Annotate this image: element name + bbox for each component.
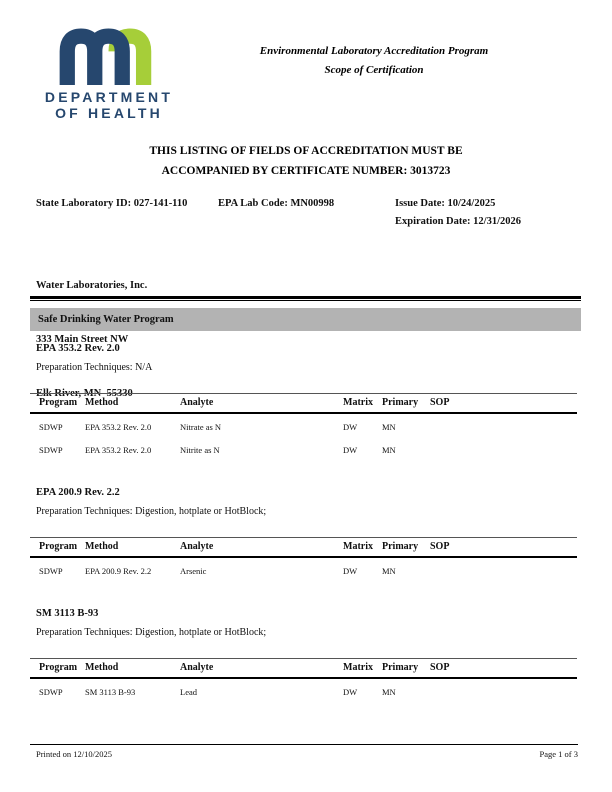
method-sections (30, 340, 581, 728)
lab-name: Water Laboratories, Inc. (36, 280, 148, 291)
table-header-row (30, 538, 577, 558)
cell-sop (430, 437, 577, 460)
cell-method: EPA 200.9 Rev. 2.2 (85, 566, 152, 576)
state-lab-id: State Laboratory ID: 027-141-110 (36, 198, 188, 209)
preparation-techniques: Preparation Techniques: Digestion, hotplate or HotBlock; (36, 627, 267, 638)
cell-sop (430, 413, 577, 437)
table-header-row (30, 394, 577, 414)
column-header-analyte: Analyte (180, 397, 214, 408)
footer-rule (30, 744, 578, 745)
column-header-program: Program (39, 541, 78, 552)
notice-line1: THIS LISTING OF FIELDS OF ACCREDITATION MUST BE (149, 145, 463, 157)
cell-matrix: DW (343, 445, 358, 455)
cell-matrix: DW (343, 687, 358, 697)
column-header-program: Program (39, 397, 78, 408)
cell-program: SDWP (39, 445, 63, 455)
table-row (30, 678, 577, 702)
cell-analyte: Nitrate as N (180, 422, 222, 432)
epa-lab-code: EPA Lab Code: MN00998 (218, 198, 335, 209)
scope-title: Scope of Certification (324, 64, 424, 76)
table-row (30, 413, 577, 437)
cell-analyte: Lead (180, 687, 197, 697)
method-section (30, 607, 581, 702)
cell-analyte: Arsenic (180, 566, 207, 576)
column-header-sop: SOP (430, 662, 450, 673)
preparation-techniques: Preparation Techniques: Digestion, hotplate or HotBlock; (36, 506, 267, 517)
cell-program: SDWP (39, 566, 63, 576)
logo-text-line1: DEPARTMENT (44, 89, 174, 105)
program-banner (30, 308, 581, 331)
column-header-method: Method (85, 397, 119, 408)
column-header-primary: Primary (382, 541, 419, 552)
cell-program: SDWP (39, 422, 63, 432)
double-rule-divider (30, 296, 581, 301)
cell-method: EPA 353.2 Rev. 2.0 (85, 422, 152, 432)
cell-primary: MN (382, 566, 396, 576)
table-row (30, 437, 577, 460)
column-header-matrix: Matrix (343, 397, 373, 408)
scope-table (30, 537, 577, 581)
program-banner-title: Safe Drinking Water Program (38, 314, 174, 325)
method-title: EPA 353.2 Rev. 2.0 (36, 343, 120, 354)
logo-text-line2: OF HEALTH (55, 105, 163, 121)
cell-method: EPA 353.2 Rev. 2.0 (85, 445, 152, 455)
scope-table (30, 393, 577, 460)
column-header-matrix: Matrix (343, 662, 373, 673)
column-header-program: Program (39, 662, 78, 673)
cell-matrix: DW (343, 566, 358, 576)
cell-method: SM 3113 B-93 (85, 687, 136, 697)
expiration-date: Expiration Date: 12/31/2026 (395, 216, 521, 227)
program-title: Environmental Laboratory Accreditation Program (259, 45, 489, 57)
column-header-primary: Primary (382, 662, 419, 673)
table-header-row (30, 659, 577, 679)
cell-primary: MN (382, 445, 396, 455)
method-title: SM 3113 B-93 (36, 608, 99, 619)
cell-program: SDWP (39, 687, 63, 697)
preparation-techniques: Preparation Techniques: N/A (36, 362, 153, 373)
printed-date: Printed on 12/10/2025 (36, 749, 113, 759)
cell-primary: MN (382, 687, 396, 697)
method-section (30, 486, 581, 581)
program-header (242, 42, 506, 80)
column-header-sop: SOP (430, 541, 450, 552)
certificate-notice (0, 141, 612, 181)
cell-analyte: Nitrite as N (180, 445, 220, 455)
page-number: Page 1 of 3 (539, 749, 578, 759)
mn-logo-icon (52, 28, 166, 85)
cell-matrix: DW (343, 422, 358, 432)
notice-line2: ACCOMPANIED BY CERTIFICATE NUMBER: 3013723 (161, 165, 451, 177)
table-row (30, 557, 577, 581)
column-header-analyte: Analyte (180, 541, 214, 552)
column-header-primary: Primary (382, 397, 419, 408)
issue-date: Issue Date: 10/24/2025 (395, 198, 496, 209)
cell-primary: MN (382, 422, 396, 432)
cell-sop (430, 557, 577, 581)
lab-street: 333 Main Street NW (36, 334, 129, 345)
method-title: EPA 200.9 Rev. 2.2 (36, 487, 120, 498)
cell-sop (430, 678, 577, 702)
column-header-matrix: Matrix (343, 541, 373, 552)
lab-city-state-zip: Elk River, MN 55330 (36, 388, 133, 399)
column-header-sop: SOP (430, 397, 450, 408)
column-header-method: Method (85, 541, 119, 552)
mdh-logo (40, 28, 178, 121)
column-header-method: Method (85, 662, 119, 673)
method-section (30, 342, 581, 460)
scope-table (30, 658, 577, 702)
column-header-analyte: Analyte (180, 662, 214, 673)
